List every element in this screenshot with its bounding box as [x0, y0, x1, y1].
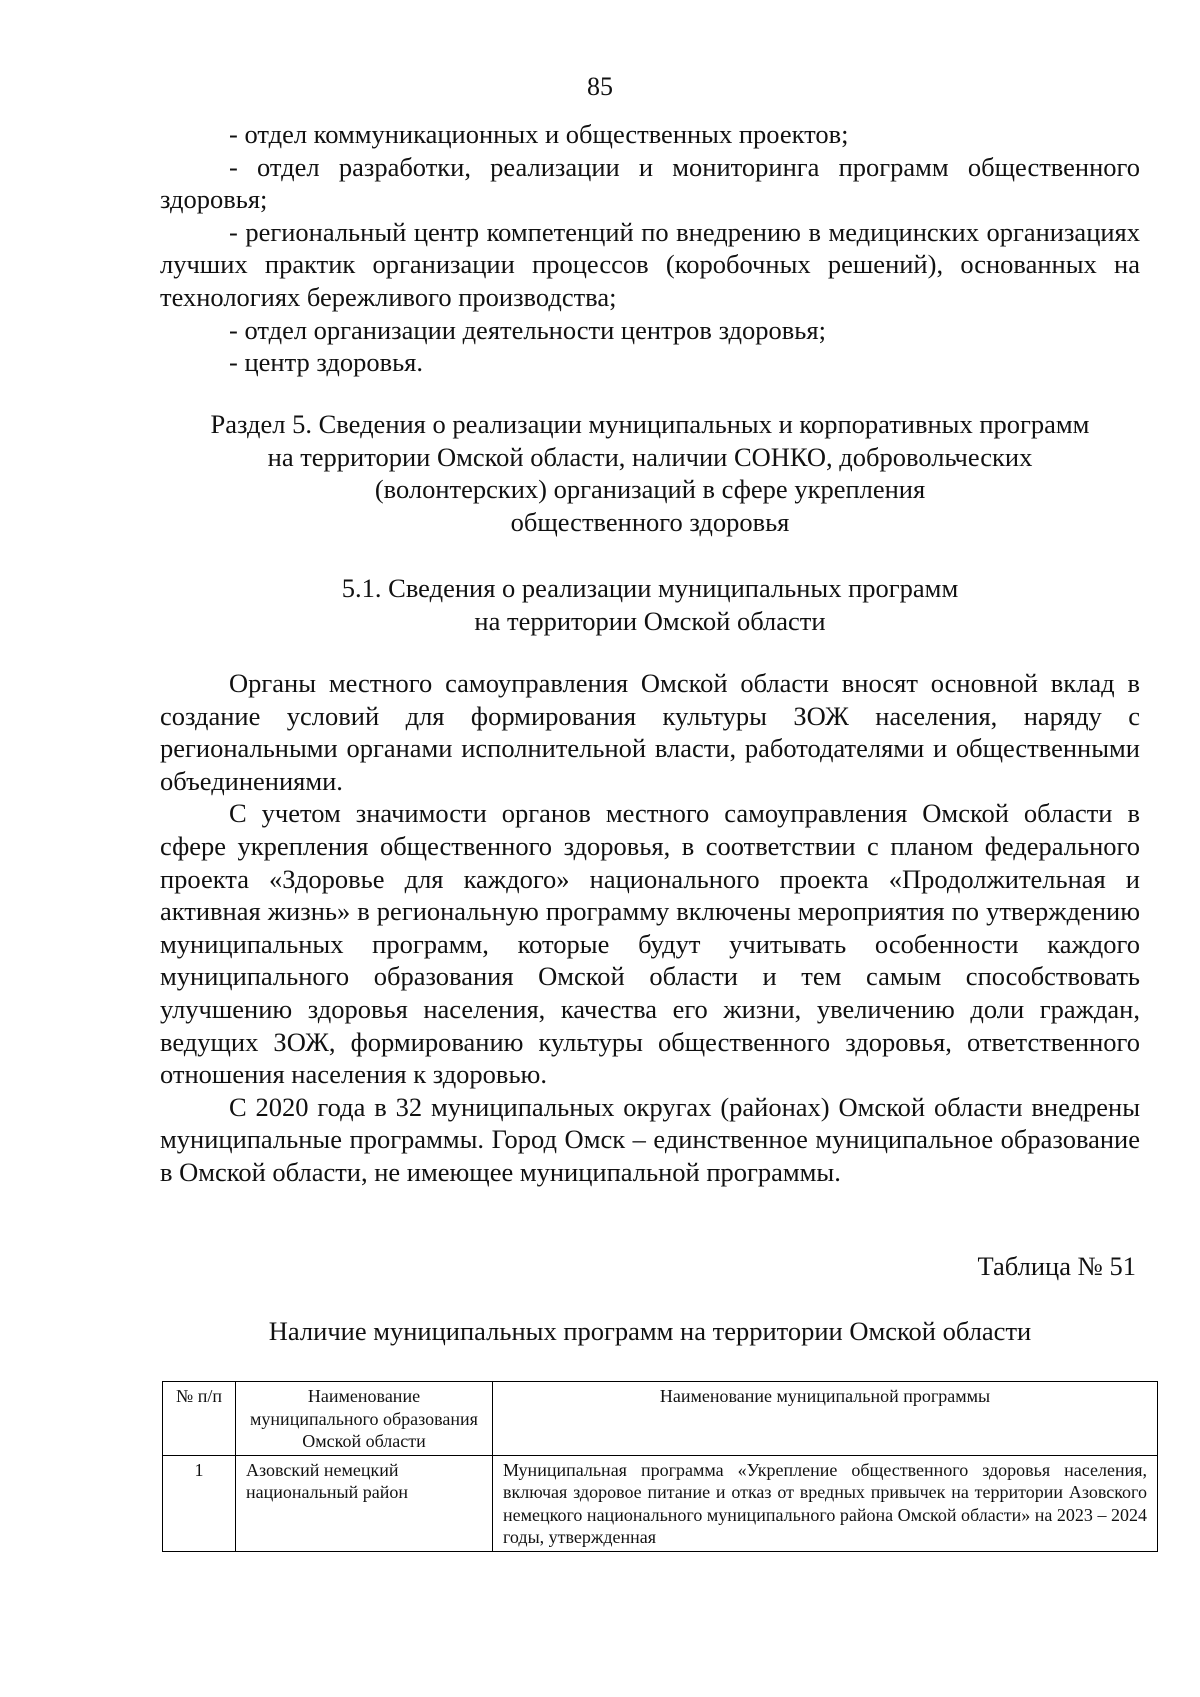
header-number: № п/п	[163, 1382, 236, 1456]
table-title: Наличие муниципальных программ на территории Омской области	[268, 1316, 1032, 1346]
table-number: Таблица № 51	[977, 1251, 1136, 1281]
paragraph: Органы местного самоуправления Омской области вносят основной вклад в создание условий для формирования культуры ЗОЖ населения, наряду с региональными органами исполнительной власти, работодателями и общественными объединениями.	[160, 668, 1140, 796]
subsection-heading	[160, 572, 1140, 637]
subsection-heading-line: 5.1. Сведения о реализации муниципальных программ	[341, 573, 959, 603]
cell-municipality: Азовский немецкий национальный район	[236, 1455, 493, 1551]
section-heading-line: общественного здоровья	[510, 506, 790, 537]
paragraph: С 2020 года в 32 муниципальных округах (районах) Омской области внедрены муниципальные программы. Город Омск – единственное муниципальное образование в Омской области, не имеющее муниципальной программы.	[160, 1091, 1140, 1187]
paragraph: С учетом значимости органов местного самоуправления Омской области в сфере укрепления общественного здоровья, в соответствии с планом федерального проекта «Здоровье для каждого» национального проекта «Продолжительная и активная жизнь» в региональную программу включены мероприятия по утверждению муниципальных программ, которые будут учитывать особенности каждого муниципального образования Омской области и тем самым способствовать улучшению здоровья населения, качества его жизни, увеличению доли граждан, ведущих ЗОЖ, формированию культуры общественного здоровья, ответственного отношения населения к здоровью.	[160, 798, 1140, 1090]
cell-number: 1	[163, 1455, 236, 1551]
section-heading-line: на территории Омской области, наличии СОНКО, добровольческих	[267, 441, 1033, 472]
body-text	[160, 667, 1140, 1189]
list-item: - региональный центр компетенций по внедрению в медицинских организациях лучших практик организации процессов (коробочных решений), основанных на технологиях бережливого производства;	[160, 216, 1140, 312]
section-heading-line: Раздел 5. Сведения о реализации муниципальных и корпоративных программ	[210, 409, 1090, 439]
table-header-row	[163, 1382, 1158, 1456]
programs-table	[162, 1381, 1158, 1552]
header-program: Наименование муниципальной программы	[493, 1382, 1158, 1456]
list-item: - центр здоровья.	[229, 347, 423, 378]
header-municipality: Наименование муниципального образования Омской области	[236, 1382, 493, 1456]
list-item: - отдел организации деятельности центров здоровья;	[229, 314, 826, 345]
table-row	[163, 1455, 1158, 1551]
cell-program: Муниципальная программа «Укрепление общественного здоровья населения, включая здоровое питание и отказ от вредных привычек на территории Азовского немецкого национального муниципального района Омской области» на 2023 – 2024 годы, утвержденная	[493, 1455, 1158, 1551]
list-item: - отдел разработки, реализации и мониторинга программ общественного здоровья;	[160, 151, 1140, 215]
subsection-heading-line: на территории Омской области	[474, 605, 826, 636]
section-heading	[160, 408, 1140, 538]
department-list	[160, 118, 1140, 379]
page-number: 85	[587, 72, 613, 101]
list-item: - отдел коммуникационных и общественных проектов;	[229, 119, 849, 149]
section-heading-line: (волонтерских) организаций в сфере укрепления	[374, 474, 926, 505]
